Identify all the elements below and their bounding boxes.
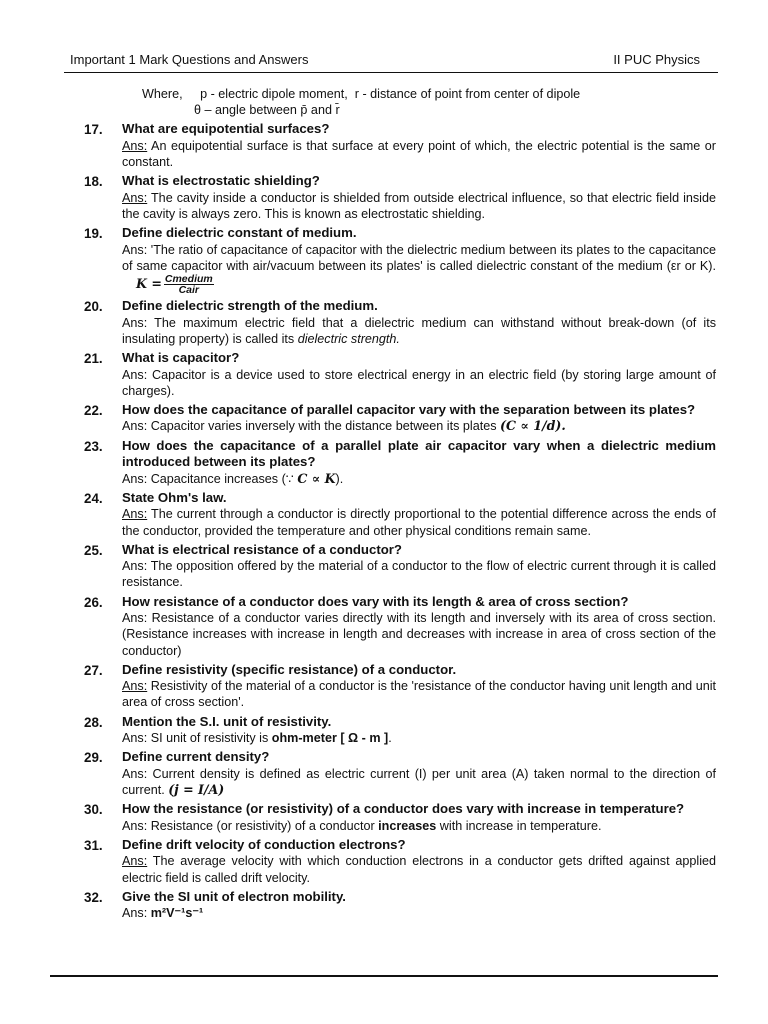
question-text: Define dielectric strength of the medium. [122, 298, 378, 314]
question-number: 26. [84, 594, 103, 610]
answer-text [122, 818, 716, 834]
answer-text [122, 471, 716, 487]
question-text: Give the SI unit of electron mobility. [122, 888, 346, 904]
answer-tail: with increase in temperature. [436, 818, 602, 833]
header-title: Important 1 Mark Questions and Answers [70, 52, 309, 67]
qa-body [122, 121, 716, 170]
qa-item [84, 662, 716, 711]
answer-tail: ). [335, 471, 344, 486]
answer-body: Capacitor is a device used to store electrical energy in an electric field (by storing large amount of charges). [122, 367, 716, 398]
qa-body [122, 837, 716, 886]
formula-denominator: Cair [178, 284, 200, 297]
answer-label: Ans: [122, 854, 148, 869]
qa-item [84, 714, 716, 747]
where-line-2: θ – angle between p̄ and r̄ [194, 103, 340, 118]
qa-body [122, 438, 716, 487]
formula-fraction [164, 274, 214, 295]
question-text: What is electrical resistance of a conductor? [122, 541, 402, 557]
answer-label: Ans: [122, 906, 148, 921]
question-text: How the resistance (or resistivity) of a conductor does vary with increase in temperature? [122, 801, 685, 817]
qa-item [84, 749, 716, 798]
question-text: How does the capacitance of a parallel plate air capacitor vary when a dielectric medium introduced between its plates? [122, 437, 716, 470]
answer-text [122, 730, 716, 746]
answer-text [122, 315, 716, 347]
answer-text [122, 853, 716, 885]
qa-body [122, 298, 716, 347]
answer-bold: m²V⁻¹s⁻¹ [150, 906, 204, 921]
question-text: Define resistivity (specific resistance) of a conductor. [122, 661, 457, 677]
answer-math: (j = I/A) [168, 782, 225, 798]
answer-body: Resistance of a conductor varies directly with its length and inversely with its area of cross section. (Resistance increases with increase in length and decreases with increase in area of cross section of the conductor) [122, 611, 716, 658]
qa-body [122, 889, 716, 922]
answer-text [122, 138, 716, 170]
qa-body [122, 714, 716, 747]
qa-item [84, 298, 716, 347]
qa-body [122, 662, 716, 711]
qa-body [122, 225, 716, 295]
question-number: 17. [84, 122, 103, 138]
answer-body: Resistance (or resistivity) of a conductor [147, 818, 379, 833]
answer-text [122, 558, 716, 590]
qa-item [84, 121, 716, 170]
answer-label: Ans: [122, 679, 148, 694]
qa-item [84, 801, 716, 834]
formula-numerator: Cmedium [164, 273, 213, 286]
answer-label: Ans: [122, 190, 148, 205]
question-number: 30. [84, 802, 103, 818]
formula [136, 274, 214, 295]
header-rule [64, 72, 718, 73]
answer-body: Resistivity of the material of a conductor is the 'resistance of the conductor having unit length and unit area of cross section'. [122, 679, 716, 710]
qa-item [84, 490, 716, 539]
answer-text [122, 766, 716, 798]
footer-rule [50, 975, 718, 977]
answer-label: Ans: [122, 315, 148, 330]
qa-body [122, 594, 716, 659]
qa-item [84, 402, 716, 435]
question-text: How does the capacitance of parallel capacitor vary with the separation between its plates? [122, 401, 696, 417]
question-number: 28. [84, 714, 103, 730]
qa-item [84, 542, 716, 591]
question-number: 18. [84, 174, 103, 190]
answer-text [122, 242, 716, 295]
question-text: What is electrostatic shielding? [122, 173, 320, 189]
question-text: What is capacitor? [122, 350, 240, 366]
answer-label: Ans: [122, 818, 148, 833]
answer-emphasis: dielectric strength. [297, 331, 400, 346]
answer-text [122, 610, 716, 659]
answer-label: Ans: [122, 611, 148, 626]
qa-body [122, 490, 716, 539]
question-text: How resistance of a conductor does vary with its length & area of cross section? [122, 593, 629, 609]
question-text: What are equipotential surfaces? [122, 121, 330, 137]
where-line-1: Where, p - electric dipole moment, r - distance of point from center of dipole [142, 87, 581, 101]
answer-label: Ans: [122, 471, 148, 486]
answer-body: The cavity inside a conductor is shielded from outside electrical influence, so that electric field inside the cavity is always zero. This is known as electrostatic shielding. [122, 190, 716, 222]
answer-bold: increases [378, 818, 437, 833]
answer-body: An equipotential surface is that surface at every point of which, the electric potential is the same or constant. [122, 138, 716, 170]
answer-tail: . [388, 731, 392, 746]
qa-item [84, 173, 716, 222]
question-number: 25. [84, 542, 103, 558]
answer-body: The average velocity with which conduction electrons in a conductor gets drifted against applied electric field is called drift velocity. [122, 854, 716, 885]
formula-lhs: K = [136, 275, 162, 291]
answer-label: Ans: [122, 419, 148, 434]
answer-body: Capacitance increases (∵ [147, 471, 298, 486]
question-number: 19. [84, 226, 103, 242]
answer-text [122, 905, 716, 921]
answer-math: C ∝ K [297, 470, 336, 486]
question-number: 24. [84, 490, 103, 506]
answer-label: Ans: [122, 766, 148, 781]
answer-label: Ans: [122, 559, 148, 574]
qa-body [122, 801, 716, 834]
question-text: Mention the S.I. unit of resistivity. [122, 713, 332, 729]
question-list [84, 121, 716, 921]
question-number: 22. [84, 402, 103, 418]
question-number: 21. [84, 351, 103, 367]
answer-text [122, 190, 716, 222]
question-number: 27. [84, 662, 103, 678]
qa-item [84, 837, 716, 886]
question-number: 29. [84, 750, 103, 766]
question-text: State Ohm's law. [122, 489, 227, 505]
answer-label: Ans: [122, 507, 148, 522]
header-subject: II PUC Physics [613, 52, 700, 67]
answer-text [122, 418, 716, 434]
qa-body [122, 749, 716, 798]
question-number: 23. [84, 438, 103, 454]
answer-body: The current through a conductor is directly proportional to the potential difference across the ends of the conductor, provided the temperature and other physical conditions remain same. [122, 507, 716, 538]
answer-body: SI unit of resistivity is [147, 731, 272, 746]
answer-label: Ans: [122, 367, 148, 382]
question-text: Define current density? [122, 749, 270, 765]
answer-body: The opposition offered by the material of a conductor to the flow of electric current through it is called resistance. [122, 559, 716, 590]
qa-content [84, 86, 716, 922]
qa-body [122, 173, 716, 222]
answer-body: Capacitor varies inversely with the distance between its plates [147, 419, 501, 434]
page-header [64, 50, 704, 70]
qa-body [122, 402, 716, 435]
answer-body: The maximum electric field that a dielectric medium can withstand without break-down (of its insulating property) is called its [122, 315, 716, 346]
question-number: 31. [84, 837, 103, 853]
answer-text [122, 506, 716, 538]
answer-math: (C ∝ 1/d). [500, 418, 566, 434]
qa-body [122, 542, 716, 591]
answer-label: Ans: [122, 138, 148, 153]
qa-item [84, 350, 716, 399]
qa-body [122, 350, 716, 399]
question-text: Define drift velocity of conduction electrons? [122, 836, 406, 852]
answer-text [122, 367, 716, 399]
answer-bold: ohm-meter [ Ω - m ] [271, 731, 389, 746]
qa-item [84, 225, 716, 295]
qa-item [84, 438, 716, 487]
question-number: 20. [84, 299, 103, 315]
qa-item [84, 889, 716, 922]
answer-label: Ans: [122, 242, 148, 257]
answer-body: Current density is defined as electric current (I) per unit area (A) taken normal to the direction of current. [122, 766, 716, 798]
answer-label: Ans: [122, 731, 148, 746]
question-number: 32. [84, 889, 103, 905]
qa-item [84, 594, 716, 659]
answer-text [122, 678, 716, 710]
answer-body: 'The ratio of capacitance of capacitor with the dielectric medium between its plates to the capacitance of same capacitor with air/vacuum between its plates' is called dielectric constant of the medium (εr or K). [122, 242, 716, 273]
question-text: Define dielectric constant of medium. [122, 225, 357, 241]
where-note [84, 86, 716, 118]
